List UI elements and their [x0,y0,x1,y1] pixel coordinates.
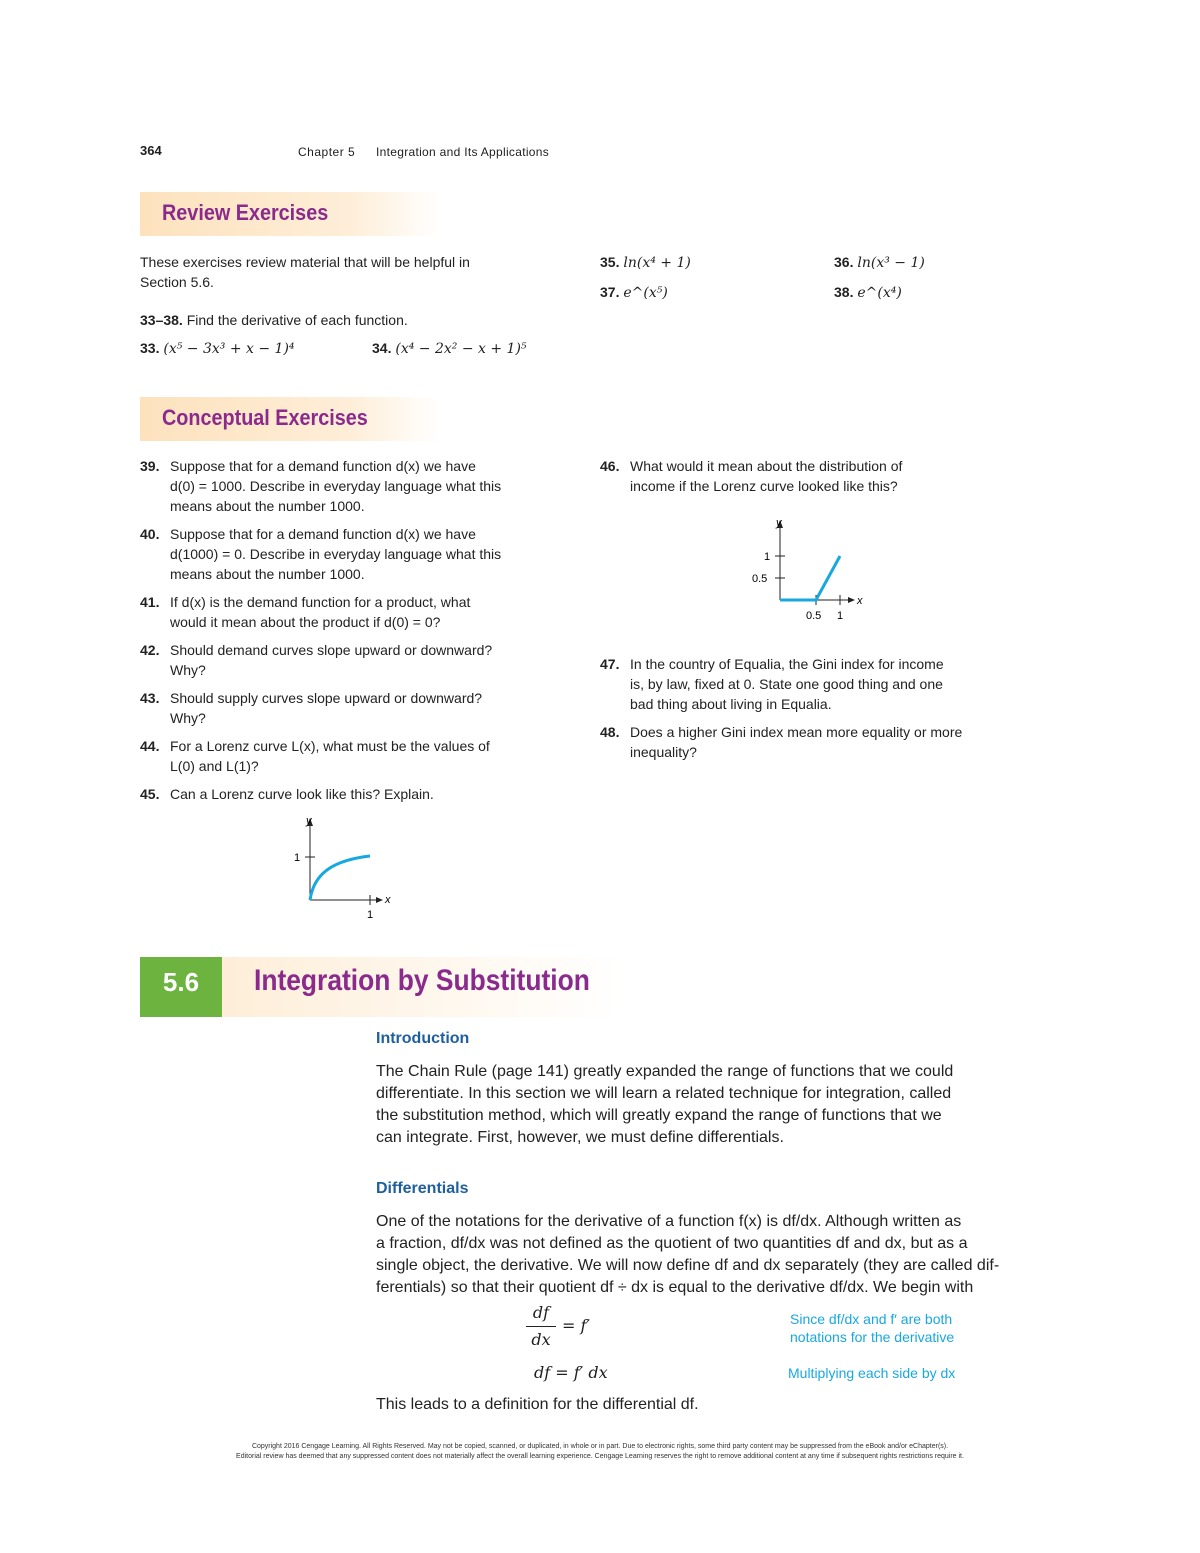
chapter-label: Chapter 5 [298,145,356,159]
instruction-text: Find the derivative of each function. [186,312,408,328]
x-axis-arrow [848,597,855,603]
paragraph-line: single object, the derivative. We will now define df and dx separately (they are called dif- [376,1257,1000,1274]
exercise-line: means about the number 1000. [170,498,365,514]
exercise-line: Suppose that for a demand function d(x) we have [170,526,476,542]
exercise-expression: ln(x³ − 1) [857,255,925,271]
paragraph-line: differentiate. In this section we will learn a related technique for integration, called [376,1085,952,1102]
x-tick-label: 0.5 [806,610,822,622]
exercise-line: is, by law, fixed at 0. State one good thing and one [630,676,943,692]
exercise-37 [600,282,668,303]
exercise-line: d(1000) = 0. Describe in everyday language what this [170,546,502,562]
closing-sentence: This leads to a definition for the differential df. [376,1396,699,1413]
x-axis-label: x [857,595,863,607]
exercise-number: 47. [600,656,620,672]
paragraph-line: can integrate. First, however, we must define differentials. [376,1129,784,1146]
eq1-rhs: = f′ [562,1316,591,1335]
footer-line: Copyright 2016 Cengage Learning. All Rights Reserved. May not be copied, scanned, or duplicated, in whole or in part. Due to electronic rights, some third party content may be suppressed from the eBook and/or eChapter(s). [251,1443,949,1450]
y-tick-label: 0.5 [752,573,768,585]
note-line: Since df/dx and f′ are both [790,1311,953,1327]
differentials-paragraph [376,1211,999,1299]
x-axis-arrow [376,897,383,903]
exercise-line: income if the Lorenz curve looked like this? [630,478,898,494]
eq1-note [790,1310,954,1346]
paragraph-line: a fraction, df/dx was not defined as the quotient of two quantities df and dx, but as a [376,1235,968,1252]
exercise-36 [834,252,925,273]
paragraph-line: the substitution method, which will greatly expand the range of functions that we [376,1107,942,1124]
eq1-numerator: df [532,1303,550,1322]
exercise-line: Should supply curves slope upward or downward? [170,690,483,706]
exercise-number: 38. [834,284,854,300]
exercise-35 [600,252,691,273]
review-intro [140,252,470,292]
exercise-number: 45. [140,786,160,802]
eq1-denominator: dx [531,1330,551,1349]
paragraph-line: The Chain Rule (page 141) greatly expanded the range of functions that we could [376,1063,954,1080]
introduction-paragraph [376,1061,953,1149]
exercise-number: 40. [140,526,160,542]
y-tick-label: 1 [764,551,771,563]
exercise-line: Can a Lorenz curve look like this? Explain. [170,786,434,802]
lorenz-graph-46 [740,512,880,624]
footer-line: Editorial review has deemed that any suppressed content does not materially affect the overall learning experience. Cengage Learning reserves the right to remove additional content at any time if subsequent rights restrictions require it. [236,1453,964,1460]
exercise-number: 39. [140,458,160,474]
review-intro-line: Section 5.6. [140,274,214,290]
exercise-number: 34. [372,340,392,356]
exercise-expression: (x⁵ − 3x³ + x − 1)⁴ [163,341,295,357]
exercise-line: Why? [170,710,206,726]
exercise-number: 44. [140,738,160,754]
fraction-bar [526,1326,556,1327]
exercise-34 [372,338,527,359]
copyright-footer [180,1442,1020,1462]
exercise-line: means about the number 1000. [170,566,365,582]
exercise-number: 43. [140,690,160,706]
lorenz-curve [310,856,370,900]
lorenz-graph-45 [280,812,420,924]
exercise-number: 36. [834,254,854,270]
eq2: df = f′ dx [534,1363,608,1382]
exercise-33 [140,338,295,359]
note-line: notations for the derivative [790,1329,955,1345]
paragraph-line: ferentials) so that their quotient df ÷ dx is equal to the derivative df/dx. We begin with [376,1279,974,1296]
exercise-line: Does a higher Gini index mean more equality or more [630,724,963,740]
exercise-line: For a Lorenz curve L(x), what must be the values of [170,738,490,754]
review-intro-line: These exercises review material that will be helpful in [140,254,470,270]
exercise-line: Why? [170,662,206,678]
exercise-number: 37. [600,284,620,300]
x-tick-label: 1 [837,610,844,622]
x-axis-label: x [385,894,391,906]
exercise-line: d(0) = 1000. Describe in everyday language what this [170,478,502,494]
exercise-expression: (x⁴ − 2x² − x + 1)⁵ [395,341,527,357]
exercise-expression: e^(x⁵) [623,285,668,301]
exercise-number: 41. [140,594,160,610]
chapter-title: Integration and Its Applications [376,145,550,159]
review-exercises-title: Review Exercises [162,200,329,225]
exercise-number: 46. [600,458,620,474]
exercise-number: 33. [140,340,160,356]
exercise-line: would it mean about the product if d(0) = 0? [170,614,441,630]
exercise-line: L(0) and L(1)? [170,758,259,774]
differentials-heading: Differentials [376,1180,469,1197]
exercise-line: inequality? [630,744,697,760]
exercise-expression: e^(x⁴) [857,285,902,301]
exercise-number: 35. [600,254,620,270]
y-axis-label: y [306,815,312,827]
exercise-number: 42. [140,642,160,658]
instruction-number: 33–38. [140,312,183,328]
x-tick-label: 1 [367,909,374,921]
section-title: Integration by Substitution [254,964,590,997]
exercise-number: 48. [600,724,620,740]
y-tick-label: 1 [294,852,301,864]
exercise-line: Suppose that for a demand function d(x) we have [170,458,476,474]
exercise-line: Should demand curves slope upward or downward? [170,642,493,658]
exercise-line: If d(x) is the demand function for a product, what [170,594,471,610]
section-number: 5.6 [162,967,200,997]
exercise-line: bad thing about living in Equalia. [630,696,832,712]
y-axis-label: y [776,517,782,529]
exercise-line: In the country of Equalia, the Gini index for income [630,656,944,672]
exercise-line: What would it mean about the distribution of [630,458,903,474]
conceptual-exercises-title: Conceptual Exercises [162,405,368,430]
paragraph-line: One of the notations for the derivative of a function f(x) is df/dx. Although written as [376,1213,962,1230]
lorenz-curve [780,556,840,600]
introduction-heading: Introduction [376,1030,470,1047]
page-number: 364 [140,143,162,158]
exercise-38 [834,282,902,303]
eq2-note: Multiplying each side by dx [788,1365,956,1381]
review-instruction [140,310,408,330]
exercise-expression: ln(x⁴ + 1) [623,255,691,271]
